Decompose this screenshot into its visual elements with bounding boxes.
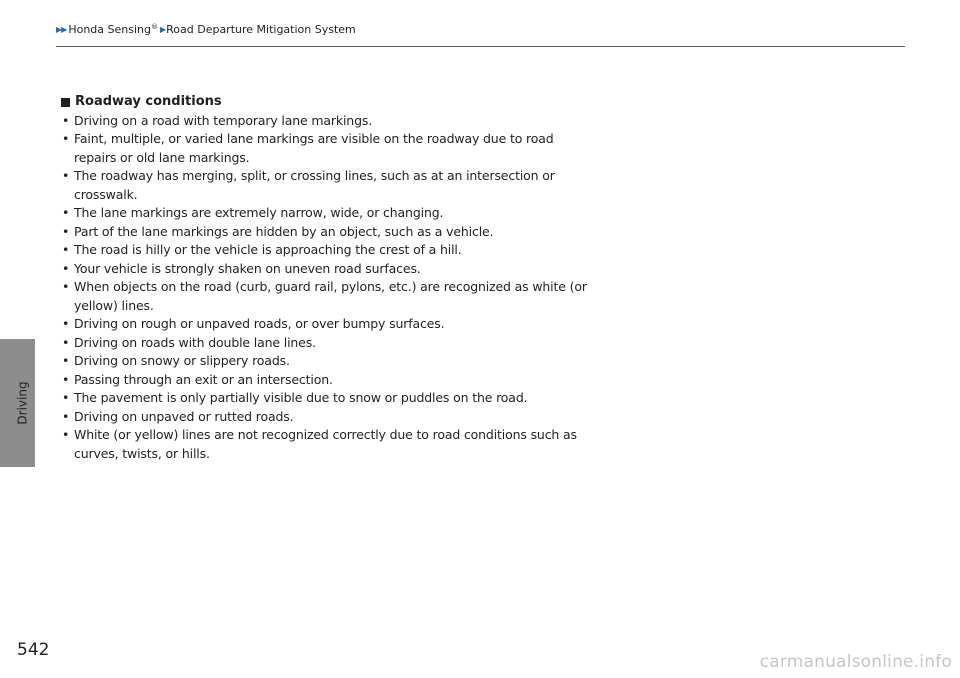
bullet-icon: • xyxy=(62,223,70,239)
list-item xyxy=(60,408,590,427)
list-item-text: Your vehicle is strongly shaken on uneven road surfaces. xyxy=(74,260,421,276)
list-item-text: White (or yellow) lines are not recognized correctly due to road conditions such as curves, twists, or hills. xyxy=(74,427,577,461)
bullet-icon: • xyxy=(62,131,70,146)
list-item xyxy=(60,204,590,223)
list-item xyxy=(60,426,590,463)
list-item xyxy=(60,130,590,167)
list-item xyxy=(60,334,590,353)
list-item-text: The lane markings are extremely narrow, wide, or changing. xyxy=(74,205,444,220)
bullet-icon: • xyxy=(62,371,70,387)
section-heading xyxy=(60,93,590,112)
list-item-text: Part of the lane markings are hidden by an object, such as a vehicle. xyxy=(74,223,494,239)
section-heading-text: Roadway conditions xyxy=(75,94,222,109)
breadcrumb-arrow-icon: ▶▶ xyxy=(56,25,67,34)
watermark: carmanualsonline.info xyxy=(759,652,952,672)
conditions-list xyxy=(60,112,590,464)
bullet-icon: • xyxy=(62,427,70,442)
page-number: 542 xyxy=(17,640,50,660)
breadcrumb-arrow-icon: ▶ xyxy=(159,25,166,34)
main-content xyxy=(60,93,590,463)
list-item-text: The road is hilly or the vehicle is approaching the crest of a hill. xyxy=(74,242,462,257)
list-item-text: When objects on the road (curb, guard rail, pylons, etc.) are recognized as white (or yellow) lines. xyxy=(74,279,587,313)
list-item-text: Driving on roads with double lane lines. xyxy=(74,334,316,350)
bullet-icon: • xyxy=(62,205,70,220)
breadcrumb-item-honda-sensing[interactable]: Honda Sensing xyxy=(68,23,151,36)
breadcrumb-item-rdm-system[interactable]: Road Departure Mitigation System xyxy=(166,23,356,36)
list-item-text: The roadway has merging, split, or crossing lines, such as at an intersection or crosswalk. xyxy=(74,168,555,202)
breadcrumb xyxy=(56,20,356,37)
bullet-icon: • xyxy=(62,408,70,424)
bullet-icon: • xyxy=(62,168,70,183)
list-item xyxy=(60,167,590,204)
list-item xyxy=(60,315,590,334)
list-item-text: Faint, multiple, or varied lane markings are visible on the roadway due to road repairs or old lane markings. xyxy=(74,131,554,165)
list-item xyxy=(60,112,590,131)
list-item xyxy=(60,352,590,371)
list-item xyxy=(60,371,590,390)
list-item xyxy=(60,241,590,260)
list-item-text: Driving on rough or unpaved roads, or over bumpy surfaces. xyxy=(74,316,445,331)
list-item-text: Driving on unpaved or rutted roads. xyxy=(74,408,294,424)
list-item-text: The pavement is only partially visible due to snow or puddles on the road. xyxy=(74,390,528,405)
list-item-text: Passing through an exit or an intersection. xyxy=(74,371,333,387)
bullet-icon: • xyxy=(62,242,70,257)
bullet-icon: • xyxy=(62,390,70,405)
header-divider xyxy=(56,46,905,47)
chapter-side-label: Driving xyxy=(15,381,30,425)
list-item xyxy=(60,223,590,242)
bullet-icon: • xyxy=(62,334,70,350)
bullet-icon: • xyxy=(62,316,70,331)
bullet-icon: • xyxy=(62,260,70,276)
list-item xyxy=(60,278,590,315)
list-item xyxy=(60,260,590,279)
registered-mark: ® xyxy=(150,23,158,31)
square-bullet-icon xyxy=(61,98,70,107)
bullet-icon: • xyxy=(62,353,70,368)
bullet-icon: • xyxy=(62,279,70,294)
list-item xyxy=(60,389,590,408)
list-item-text: Driving on snowy or slippery roads. xyxy=(74,353,290,368)
list-item-text: Driving on a road with temporary lane markings. xyxy=(74,112,373,128)
bullet-icon: • xyxy=(62,112,70,128)
